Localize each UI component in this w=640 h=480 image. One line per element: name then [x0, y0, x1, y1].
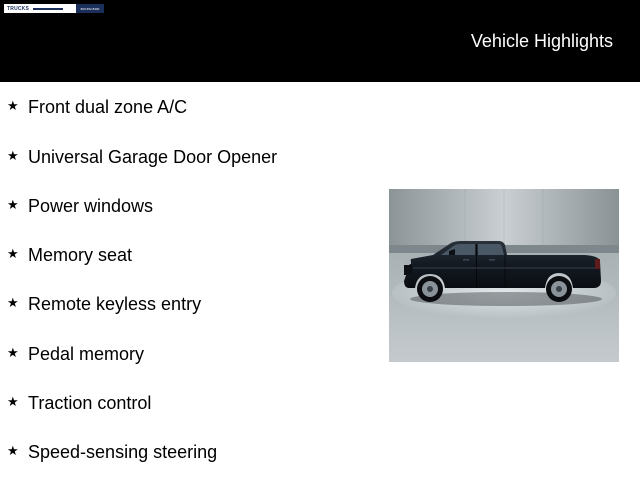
list-item: [7, 343, 144, 365]
vehicle-photo[interactable]: [389, 189, 619, 362]
feature-label: Speed-sensing steering: [28, 442, 218, 462]
feature-label: Traction control: [28, 393, 152, 413]
star-icon: ★: [7, 198, 19, 213]
star-icon: ★: [7, 395, 19, 410]
logo-stripe: [33, 8, 63, 10]
star-icon: ★: [7, 444, 19, 459]
pickup-truck-photo: [389, 189, 619, 362]
feature-label: Universal Garage Door Opener: [28, 147, 278, 167]
star-icon: ★: [7, 99, 19, 114]
list-item: [7, 293, 201, 315]
header-bar: [0, 0, 640, 82]
list-item: [7, 146, 277, 168]
list-item: [7, 392, 151, 414]
list-item: [7, 441, 217, 463]
star-icon: ★: [7, 247, 19, 262]
feature-label: Pedal memory: [28, 344, 145, 364]
dealer-logo-name: TRUCKS: [7, 5, 30, 12]
list-item: [7, 244, 132, 266]
star-icon: ★: [7, 346, 19, 361]
page-title: Vehicle Highlights: [470, 31, 613, 51]
dealer-logo[interactable]: [4, 4, 104, 13]
list-item: [7, 96, 187, 118]
feature-label: Memory seat: [28, 245, 133, 265]
feature-label: Front dual zone A/C: [28, 97, 188, 117]
feature-label: Remote keyless entry: [28, 294, 202, 314]
feature-label: Power windows: [28, 196, 154, 216]
list-item: [7, 195, 153, 217]
star-icon: ★: [7, 296, 19, 311]
dealer-logo-contact: 800-552-8300: [80, 6, 100, 11]
star-icon: ★: [7, 149, 19, 164]
